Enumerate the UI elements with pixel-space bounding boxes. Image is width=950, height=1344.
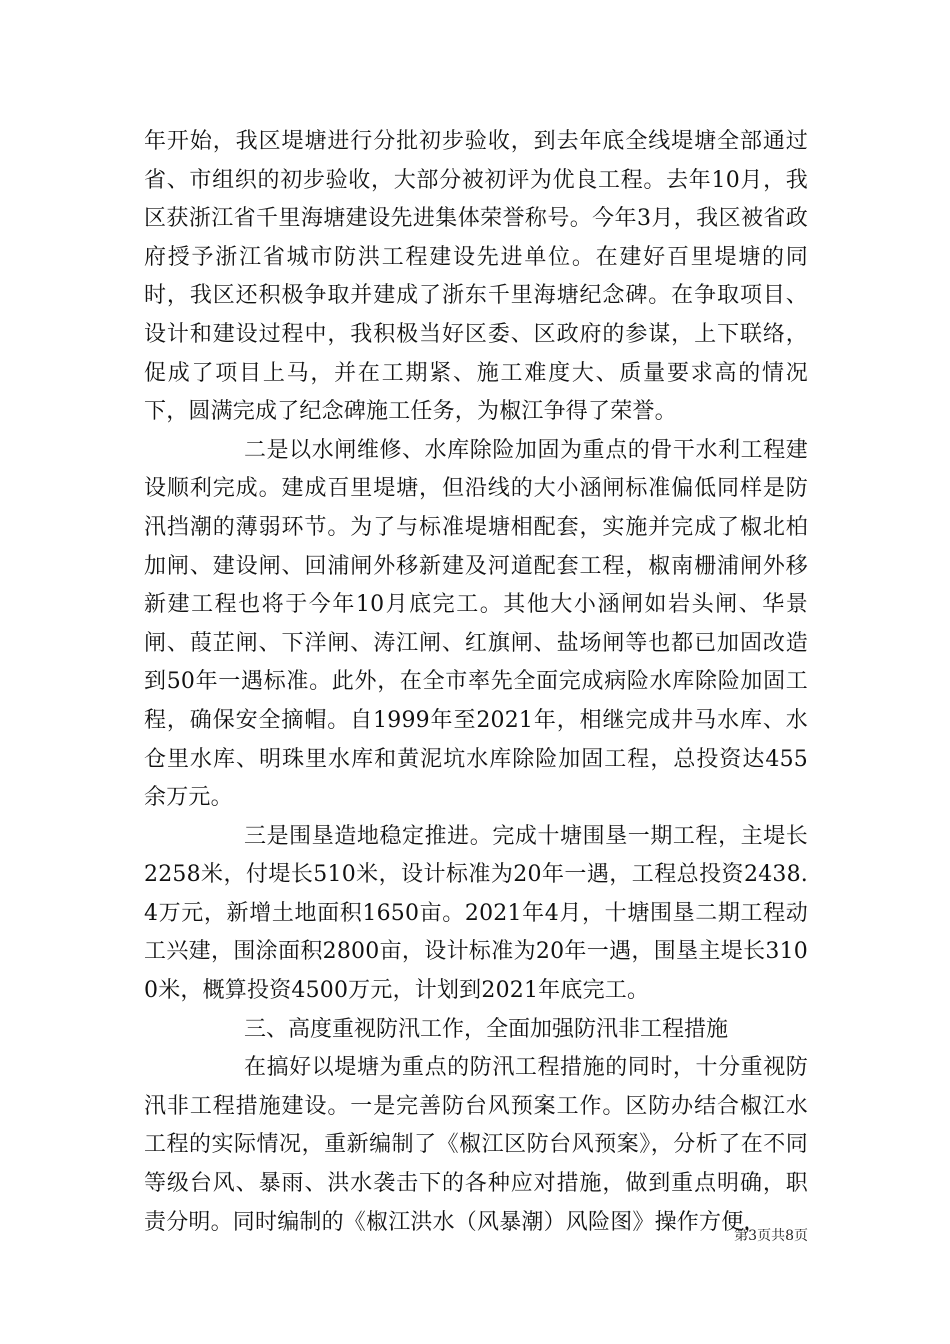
paragraph-reclamation: 三是围垦造地稳定推进。完成十塘围垦一期工程，主堤长2258米，付堤长510米，设计标准为20年一遇，工程总投资2438.4万元，新增土地面积1650亩。2021年4月，十塘围垦二期工程动工兴建，围涂面积2800亩，设计标准为20年一遇，围垦主堤长3100米，概算投资4500万元，计划到2021年底完工。 bbox=[144, 823, 808, 1004]
section-heading-flood-control: 三、高度重视防汛工作，全面加强防汛非工程措施 bbox=[244, 1016, 729, 1042]
page-number-footer: 第3页共8页 bbox=[734, 1228, 808, 1244]
paragraph-non-engineering-measures: 在搞好以堤塘为重点的防汛工程措施的同时，十分重视防汛非工程措施建设。一是完善防台风预案工作。区防办结合椒江水工程的实际情况，重新编制了《椒江区防台风预案》，分析了在不同等级台风、暴雨、洪水袭击下的各种应对措施，做到重点明确，职责分明。同时编制的《椒江洪水（风暴潮）风险图》操作方便， bbox=[144, 1055, 808, 1235]
paragraph-sluice-reservoir: 二是以水闸维修、水库除险加固为重点的骨干水利工程建设顺利完成。建成百里堤塘，但沿线的大小涵闸标准偏低同样是防汛挡潮的薄弱环节。为了与标准堤塘相配套，实施并完成了椒北柏加闸、建设闸、回浦闸外移新建及河道配套工程，椒南栅浦闸外移新建工程也将于今年10月底完工。其他大小涵闸如岩头闸、华景闸、葭芷闸、下洋闸、涛江闸、红旗闸、盐场闸等也都已加固改造到50年一遇标准。此外，在全市率先全面完成病险水库除险加固工程，确保安全摘帽。自1999年至2021年，相继完成井马水库、水仓里水库、明珠里水库和黄泥坑水库除险加固工程，总投资达455余万元。 bbox=[144, 437, 808, 811]
document-body bbox=[144, 123, 808, 1242]
paragraph-embankment-acceptance: 年开始，我区堤塘进行分批初步验收，到去年底全线堤塘全部通过省、市组织的初步验收，大部分被初评为优良工程。去年10月，我区获浙江省千里海塘建设先进集体荣誉称号。今年3月，我区被省政府授予浙江省城市防洪工程建设先进单位。在建好百里堤塘的同时，我区还积极争取并建成了浙东千里海塘纪念碑。在争取项目、设计和建设过程中，我积极当好区委、区政府的参谋，上下联络，促成了项目上马，并在工期紧、施工难度大、质量要求高的情况下，圆满完成了纪念碑施工任务，为椒江争得了荣誉。 bbox=[144, 129, 808, 425]
